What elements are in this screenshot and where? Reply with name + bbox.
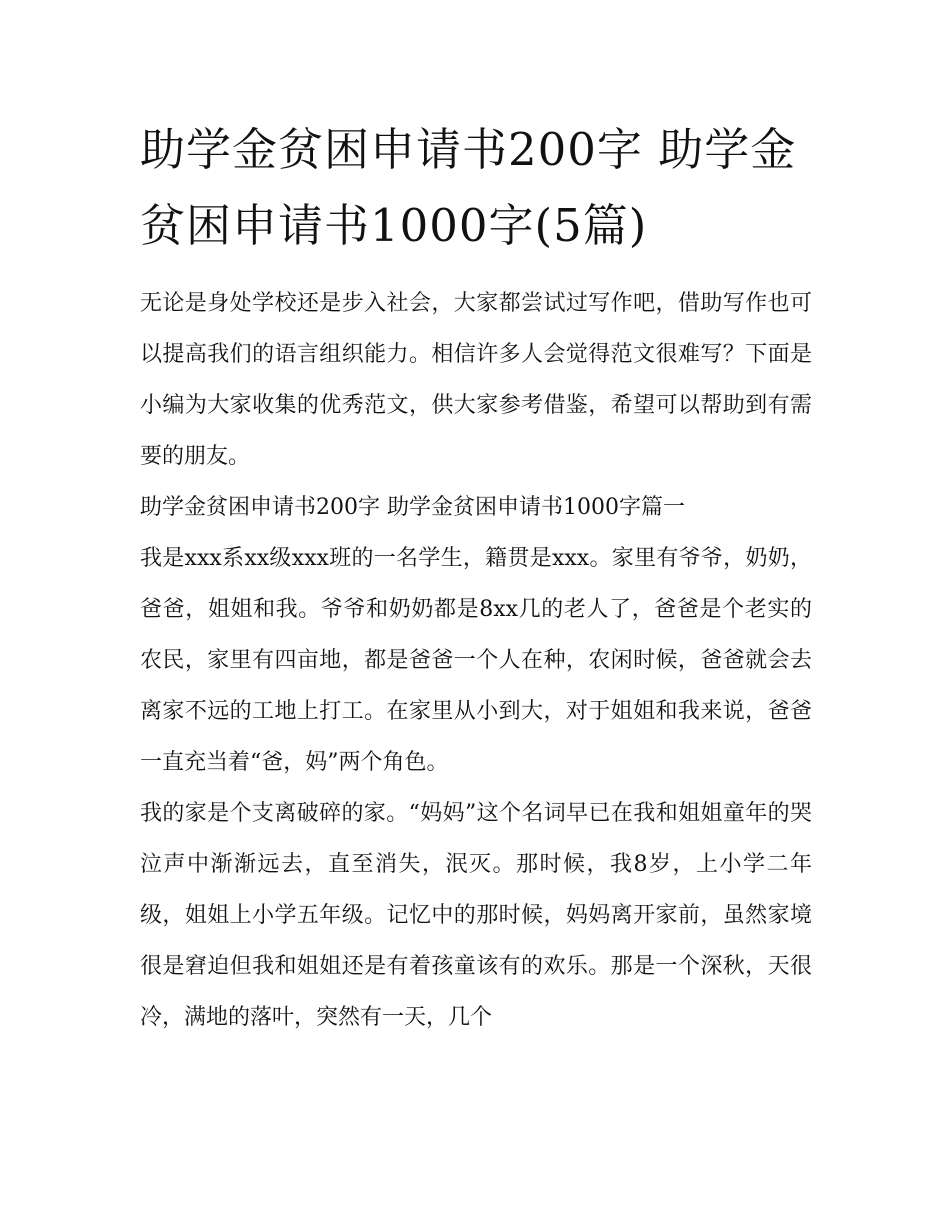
intro-paragraph: 无论是身处学校还是步入社会，大家都尝试过写作吧，借助写作也可以提高我们的语言组织能力。相信许多人会觉得范文很难写？下面是小编为大家收集的优秀范文，供大家参考借鉴，希望可以帮助到有需要的朋友。 [140,291,812,469]
body-paragraph: 我是xxx系xx级xxx班的一名学生，籍贯是xxx。家里有爷爷，奶奶，爸爸，姐姐和我。爷爷和奶奶都是8xx几的老人了，爸爸是个老实的农民，家里有四亩地，都是爸爸一个人在种，农闲时候，爸爸就会去离家不远的工地上打工。在家里从小到大，对于姐姐和我来说，爸爸一直充当着“爸，妈”两个角色。 [140,546,812,775]
section-heading: 助学金贫困申请书200字 助学金贫困申请书1000字篇一 [140,495,685,520]
body-paragraph: 我的家是个支离破碎的家。“妈妈”这个名词早已在我和姐姐童年的哭泣声中渐渐远去，直至消失，泯灭。那时候，我8岁，上小学二年级，姐姐上小学五年级。记忆中的那时候，妈妈离开家前，虽然家境很是窘迫但我和姐姐还是有着孩童该有的欢乐。那是一个深秋，天很冷，满地的落叶，突然有一天，几个 [140,801,812,1030]
document-page [140,112,812,1043]
document-title: 助学金贫困申请书200字 助学金贫困申请书1000字(5篇) [140,123,797,252]
